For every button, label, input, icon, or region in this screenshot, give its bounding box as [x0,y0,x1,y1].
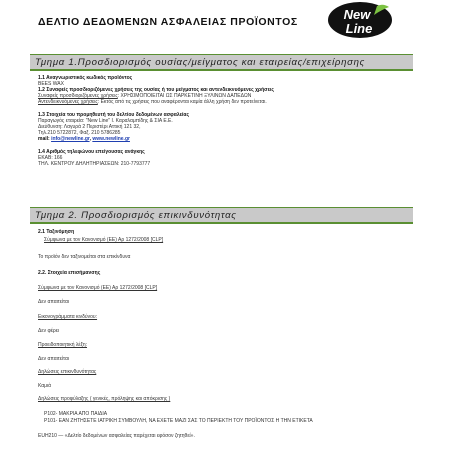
p102-statement: P102- ΜΑΚΡΙΑ ΑΠΟ ΠΑΙΔΙΑ [44,411,108,417]
hazard-statements-value: Καμιά [38,383,52,389]
euh210-statement: EUH210 — «Δελτίο δεδομένων ασφαλείας παρέχεται εφόσον ζητηθεί». [38,433,195,439]
pictograms-label: Εικονογράμματα κινδύνου: [38,314,98,320]
pictograms-value: Δεν φέρει [38,328,60,334]
address: Διεύθυνση: Λαγυρά 2 Περιστέρι Αττική 121 32, [38,124,141,130]
document-title: ΔΕΛΤΙΟ ΔΕΔΟΜΕΝΩΝ ΑΣΦΑΛΕΙΑΣ ΠΡΟΪΟΝΤΟΣ [38,16,298,28]
phone: Τηλ.210 5722872, Φαξ. 210 5786285 [38,130,121,136]
section-1-heading: Τμημα 1.Προσδιορισμός ουσίας/μείγματος και εταιρείας/επιχείρησης [35,57,366,68]
logo-text-line: Line [345,21,373,36]
s2-2-title: 2.2. Στοιχεία επισήμανσης [38,270,101,276]
s1-1-title: 1.1 Αναγνωριστικός κωδικός προϊόντος [38,75,133,81]
website-link[interactable]: www.newline.gr [92,136,130,142]
regulation-2: Σύμφωνα με τον Κανονισμό (ΕΕ) Αρ 1272/2008 [CLP] [38,285,158,291]
signal-word-value: Δεν απαιτείται [38,356,69,362]
contra-value: : Εκτός από τις χρήσεις που αναφέρονται καμία άλλη χρήση δεν προτείνεται. [97,99,267,105]
email-link[interactable]: info@newline.gr [51,136,90,142]
newline-logo [327,1,393,39]
contra-row [38,99,267,105]
uses-value: : ΧΡΗΣΙΜΟΠΟΙΕΙΤΑΙ ΩΣ ΠΑΡΚΕΤΙΝΗ ΞΥΛΙΝΩΝ ΔΑΠΕΔΩΝ [117,93,252,99]
uses-label: Συναφείς προσδιοριζόμενες χρήσεις [38,93,118,99]
section-2-heading-band [30,207,413,224]
logo-text-new: New [343,7,371,22]
supplier: Παραγωγός εταιρεία: "New Line" Ι. Καραλαμπίδης & ΣΙΑ Ε.Ε. [38,118,173,124]
contra-label: Αντενδεικνυόμενες χρήσεις [38,99,98,105]
p101-statement: P101- ΕΑΝ ΖΗΤΗΣΕΤΕ ΙΑΤΡΙΚΗ ΣΥΜΒΟΥΛΗ, ΝΑ ΕΧΕΤΕ ΜΑΖΙ ΣΑΣ ΤΟ ΠΕΡΙΕΚΤΗ ΤΟΥ ΠΡΟΪΟΝΤΟΣ Η ΤΗΝ ΕΤΙΚΕΤΑ [44,418,313,424]
contact-row: mail: info@newline.gr, www.newline.gr [38,136,130,142]
s2-1-title: 2.1 Ταξινόμηση [38,229,75,235]
mail-label: mail: [38,136,50,142]
poison-center-phone: ΤΗΛ. ΚΕΝΤΡΟΥ ΔΗΛΗΤΗΡΙΑΣΕΩΝ: 210-7793777 [38,161,151,167]
signal-word-label: Προειδοποιητική λέξη: [38,342,88,348]
not-required: Δεν απαιτείται [38,299,69,305]
ekab-phone: ΕΚΑΒ: 166 [38,155,63,161]
not-classified: Το προϊόν δεν ταξινομείται στα επικίνδυνα [38,254,131,260]
s1-3-title: 1.3 Στοιχεία του προμηθευτή του δελτίου δεδομένων ασφαλείας [38,112,190,118]
hazard-statements-label: Δηλώσεις επικινδυνότητας [38,369,97,375]
s1-4-title: 1.4 Αριθμός τηλεφώνου επείγουσας ανάγκης [38,149,145,155]
precaution-statements-label: Δηλώσεις προφύλαξης ( γενικές, πρόληψης και απόκρισης ) [38,396,171,402]
s1-2-title: 1.2 Συναφείς προσδιοριζόμενες χρήσεις της ουσίας ή του μείγματος και αντενδεικνυόμενες χρήσεις [38,87,274,93]
section-2-heading: Τμημα 2. Προσδιορισμός επικινδυνότητας [35,210,237,221]
product-name: BEES WAX [38,81,64,87]
regulation-1: Σύμφωνα με τον Κανονισμό (ΕΕ) Αρ 1272/2008 [CLP] [44,237,164,243]
section-1-heading-band [30,54,413,71]
